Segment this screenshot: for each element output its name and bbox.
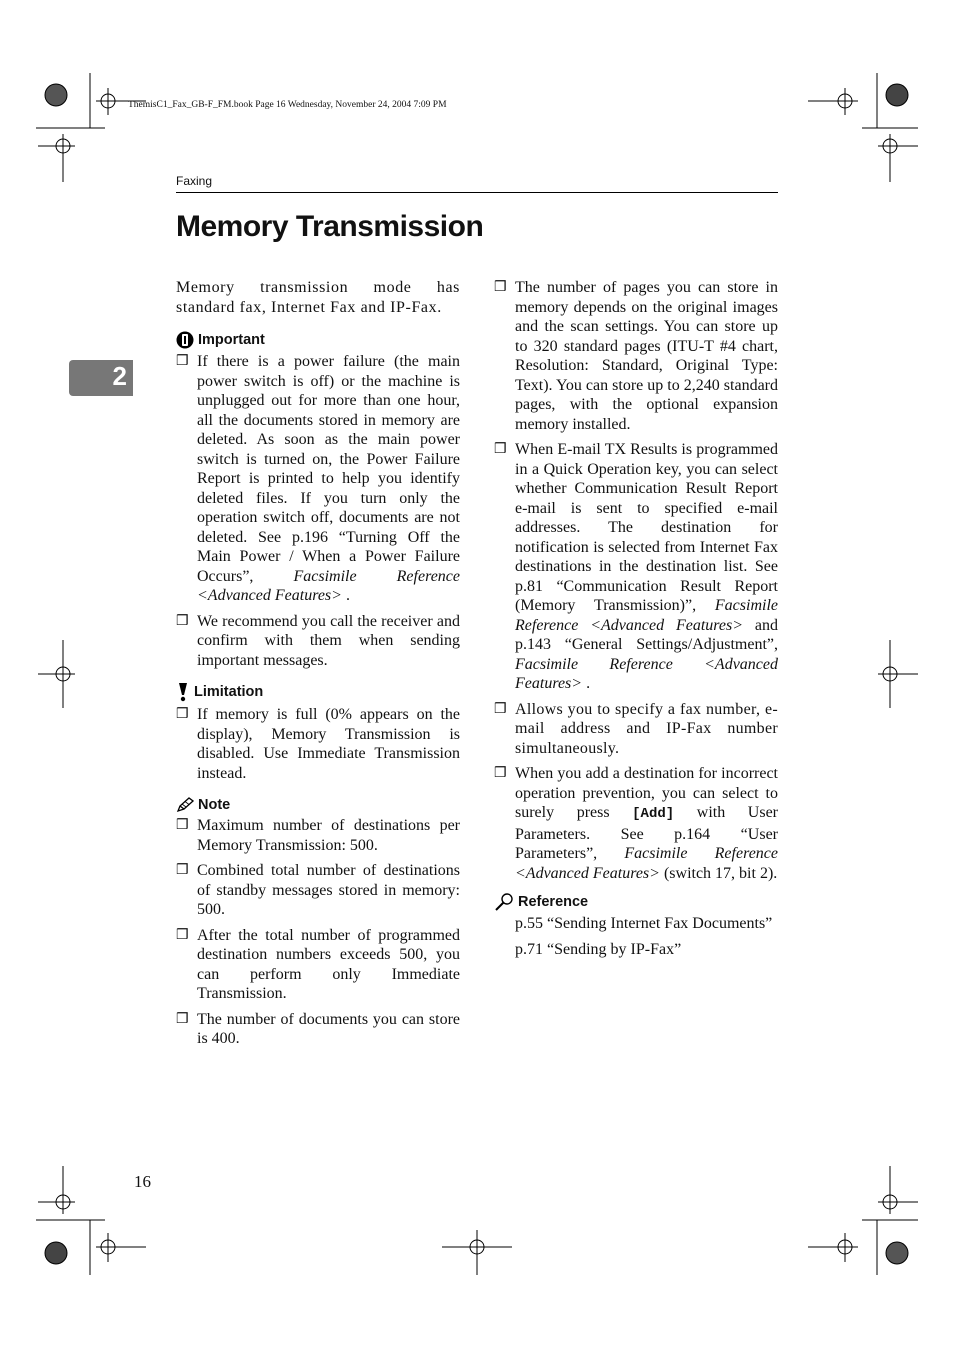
list-item [176,705,460,783]
chapter-number: 2 [112,361,127,391]
list-item-text: After the total number of programmed destination numbers exceeds 500, you can perform only Immediate Transmission. [197,926,460,1002]
checkbox-bullet-icon: ❒ [494,766,507,781]
checkbox-bullet-icon: ❒ [176,1011,189,1027]
checkbox-bullet-icon: ❒ [494,442,507,457]
checkbox-bullet-icon: ❒ [176,818,189,833]
checkbox-bullet-icon: ❒ [494,701,507,717]
checkbox-bullet-icon: ❒ [176,613,189,629]
list-item [176,1010,460,1049]
list-item-text: Allows you to specify a fax number, e-mail address and IP-Fax number simultaneously. [515,700,778,757]
list-item-text: Maximum number of destinations per Memory Transmission: 500. [197,817,460,854]
reference-heading [494,893,778,911]
list-item-text: If memory is full (0% appears on the display), Memory Transmission is disabled. Use Immediate Transmission instead. [197,706,460,782]
pencil-icon [176,797,194,813]
list-item [494,278,778,434]
limitation-label: Limitation [194,684,264,700]
checkbox-bullet-icon: ❒ [176,707,189,722]
reference-label: Reference [518,894,589,910]
list-item [176,612,460,671]
left-column [176,278,460,1055]
list-item [176,926,460,1004]
important-icon [176,331,194,349]
page-title: Memory Transmission [176,210,484,243]
running-head: Faxing [176,174,213,188]
limitation-heading [176,682,460,702]
list-item-text: When you add a destination for incorrect operation prevention, you can select to surely press [Add] with User Parameters. See p.164 “User Parameters”, Facsimile Reference <Advanced Features> (switch 17, bit 2). [515,765,779,882]
file-header: ThemisC1_Fax_GB-F_FM.book Page 16 Wednesday, November 24, 2004 7:09 PM [128,100,447,110]
list-item [494,440,778,694]
header-rule [176,192,778,193]
list-item [176,816,460,855]
note-label: Note [198,797,231,813]
list-item [494,700,778,759]
reference-link[interactable]: p.55 “Sending Internet Fax Documents” [515,915,773,932]
checkbox-bullet-icon: ❒ [176,863,189,878]
list-item-text: When E-mail TX Results is programmed in a Quick Operation key, you can select whether Communication Result Report e-mail is sent to specified e-mail addresses. The destination for notification is selected from Internet Fax destinations in the destination list. See p.81 “Communication Result Report (Memory Transmission)”, Facsimile Reference <Advanced Features> and p.143 “General Settings/Adjustment”, Facsimile Reference <Advanced Features> . [515,441,778,692]
important-heading [176,331,460,349]
list-item-text: If there is a power failure (the main power switch is off) or the machine is unplugged out for more than one hour, all the documents stored in memory are deleted. As soon as the main power switch is turned on, the Power Failure Report is printed to help you identify deleted files. If you turn only the operation switch off, documents are not deleted. See p.196 “Turning Off the Main Power / When a Power Failure Occurs”, Facsimile Reference <Advanced Features> . [197,353,460,604]
list-item-text: Combined total number of destinations of standby messages stored in memory: 500. [197,862,460,918]
list-item-text: We recommend you call the receiver and confirm with them when sending important messages. [197,612,460,669]
list-item-text: The number of documents you can store is 400. [197,1010,460,1047]
intro-paragraph: Memory transmission mode has standard fax, Internet Fax and IP-Fax. [176,279,460,316]
add-key-label: [Add] [632,806,675,822]
list-item [176,352,460,606]
chapter-tab [69,360,133,396]
list-item-text: The number of pages you can store in memory depends on the original images and the scan settings. You can store up to 320 standard pages (ITU-T #4 chart, Resolution: Standard, Original Type: Text). You can store up to 2,240 standard pages, with the optional expansion memory installed. [515,279,778,433]
checkbox-bullet-icon: ❒ [176,927,189,943]
right-column [494,278,778,965]
checkbox-bullet-icon: ❒ [176,354,189,369]
note-heading [176,797,460,813]
reference-link[interactable]: p.71 “Sending by IP-Fax” [515,940,682,958]
important-label: Important [198,332,265,348]
checkbox-bullet-icon: ❒ [494,280,507,295]
limitation-icon [176,682,190,702]
magnifier-icon [494,893,514,911]
list-item [494,764,778,883]
page-number: 16 [134,1172,151,1191]
list-item [176,861,460,920]
